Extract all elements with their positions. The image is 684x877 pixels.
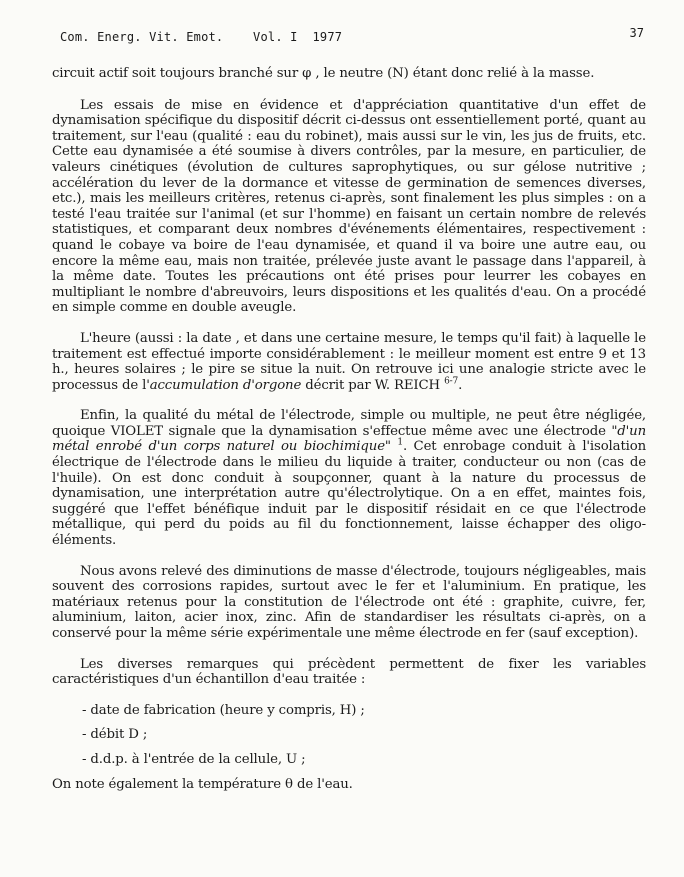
running-header <box>60 30 342 44</box>
paragraph-3 <box>52 331 646 393</box>
paragraph-3-italic: accumulation d'orgone <box>149 377 302 393</box>
journal-title: Com. Energ. Vit. Emot. <box>60 30 224 44</box>
paragraph-3-end: . <box>458 377 463 393</box>
reference-1: 1 <box>397 438 403 449</box>
year: 1977 <box>312 30 343 44</box>
paragraph-4-text: Enfin, la qualité du métal de l'électrode, simple ou multiple, ne peut être négligée, quoique VIOLET signale que la dynamisation s'effectue même avec une électrode <box>52 408 646 439</box>
list-item-date: - date de fabrication (heure y compris, H) ; <box>82 702 365 718</box>
list-item-ddp: - d.d.p. à l'entrée de la cellule, U ; <box>82 751 306 767</box>
reference-6-7: 6-7 <box>444 376 459 387</box>
paragraph-4-rest: . Cet enrobage conduit à l'isolation électrique de l'électrode dans le milieu du liquide à traiter, conducteur ou non (cas de l'huile). On est donc conduit à soupçonner, quant à la nature du processus de dynamisation, une interprétation autre qu'électrolytique. On a en effet, maintes fois, suggéré que l'effet bénéfique induit par le dispositif résidait en ce que l'électrode métallique, qui perd du poids au fil du fonctionnement, laisse échapper des oligo-éléments. <box>52 439 647 549</box>
paragraph-3-after: décrit par W. REICH <box>301 377 445 393</box>
list-item-debit: - débit D ; <box>82 727 148 743</box>
closing-line: On note également la température θ de l'eau. <box>52 776 353 792</box>
volume: Vol. I <box>253 30 298 44</box>
page-number: 37 <box>629 26 644 40</box>
paragraph-5: Nous avons relevé des diminutions de masse d'électrode, toujours négligeables, mais souvent des corrosions rapides, surtout avec le fer et l'aluminium. En pratique, les matériaux retenus pour la constitution de l'électrode ont été : graphite, cuivre, fer, aluminium, laiton, acier inox, zinc. Afin de standardiser les résultats ci-après, on a conservé pour la même série expérimentale une même électrode en fer (sauf exception). <box>52 563 646 641</box>
paragraph-3-text: L'heure (aussi : la date , et dans une certaine mesure, le temps qu'il fait) à laquelle le traitement est effectué importe considérablement : le meilleur moment est entre 9 et 13 h., heures solaires ; le pire se situe la nuit. On retrouve ici une analogie stricte avec le processus de l' <box>52 330 646 393</box>
paragraph-2: Les essais de mise en évidence et d'appréciation quantitative d'un effet de dynamisation spécifique du dispositif décrit ci-dessus ont essentiellement porté, quant au traitement, sur l'eau (qualité : eau du robinet), mais aussi sur le vin, les jus de fruits, etc. Cette eau dynamisée a été soumise à divers contrôles, par la mesure, en particulier, de valeurs cinétiques (évolution de cultures saprophytiques, ou sur gélose nutritive ; accélération du lever de la dormance et vitesse de germination de semences diverses, etc.), mais les meilleurs critères, retenus ci-après, sont finalement les plus simples : on a testé l'eau traitée sur l'animal (et sur l'homme) en faisant un certain nombre de relevés statistiques, et comparant deux nombres d'événements élémentaires, respectivement : quand le cobaye va boire de l'eau dynamisée, et quand il va boire une autre eau, ou encore la même eau, mais non traitée, prélevée juste avant le passage dans l'appareil, à la même date. Toutes les précautions ont été prises pour leurrer les cobayes en multipliant le nombre d'abreuvoirs, leurs dispositions et les qualités d'eau. On a procédé en simple comme en double aveugle. <box>52 97 646 316</box>
paragraph-1: circuit actif soit toujours branché sur φ , le neutre (N) étant donc relié à la masse. <box>52 66 595 81</box>
paragraph-6: Les diverses remarques qui précèdent permettent de fixer les variables caractéristiques d'un échantillon d'eau traitée : <box>52 656 646 688</box>
paragraph-4 <box>52 408 646 548</box>
paragraph-4-italic: "d'un métal enrobé d'un corps naturel ou biochimique" <box>52 423 646 455</box>
body-text <box>52 66 646 807</box>
